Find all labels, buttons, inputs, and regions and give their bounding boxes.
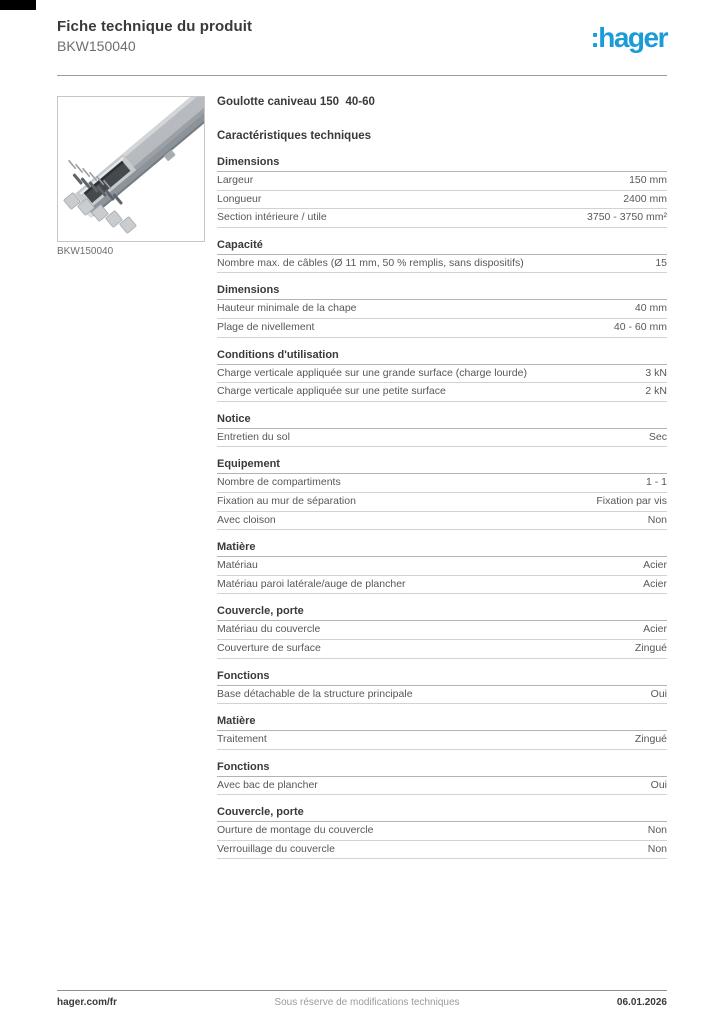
page-title: Fiche technique du produit <box>57 18 253 35</box>
footer-divider <box>57 990 667 991</box>
spec-row-value: Zingué <box>634 641 667 654</box>
spec-row <box>217 209 667 228</box>
spec-group-title: Notice <box>217 411 667 429</box>
spec-row-label: Charge verticale appliquée sur une grande surface (charge lourde) <box>217 366 527 379</box>
spec-row-value: Acier <box>643 577 667 590</box>
spec-row-label: Nombre max. de câbles (Ø 11 mm, 50 % remplis, sans dispositifs) <box>217 256 524 269</box>
spec-row <box>217 557 667 576</box>
spec-row-label: Traitement <box>217 733 267 746</box>
spec-row-value: Non <box>647 842 667 855</box>
spec-row-value: 40 mm <box>634 302 667 315</box>
spec-row <box>217 172 667 191</box>
spec-row <box>217 493 667 512</box>
spec-row <box>217 383 667 402</box>
spec-group-title: Conditions d'utilisation <box>217 347 667 365</box>
spec-row-label: Fixation au mur de séparation <box>217 494 356 507</box>
spec-row <box>217 576 667 595</box>
spec-groups <box>217 154 667 859</box>
spec-row <box>217 319 667 338</box>
spec-row-label: Largeur <box>217 174 254 186</box>
page-footer <box>57 997 667 1008</box>
spec-row-value: 3750 - 3750 mm² <box>587 211 667 224</box>
spec-row-label: Base détachable de la structure principale <box>217 687 413 700</box>
page-header <box>57 18 667 54</box>
spec-row-value: Non <box>647 513 667 526</box>
spec-group-title: Couvercle, porte <box>217 804 667 822</box>
spec-row-label: Entretien du sol <box>217 430 290 443</box>
spec-row <box>217 474 667 493</box>
spec-row-label: Matériau <box>217 559 258 572</box>
product-image-caption: BKW150040 <box>57 246 114 257</box>
spec-row-value: 40 - 60 mm <box>613 320 667 333</box>
spec-row-value: Fixation par vis <box>596 494 667 507</box>
spec-row-value: 3 kN <box>645 366 667 379</box>
spec-row-value: Acier <box>643 623 667 636</box>
footer-disclaimer: Sous réserve de modifications techniques <box>274 997 460 1008</box>
spec-row <box>217 777 667 796</box>
spec-row-label: Plage de nivellement <box>217 320 315 333</box>
spec-row <box>217 365 667 384</box>
spec-row-value: 15 <box>655 256 667 269</box>
hager-logo: :hager <box>590 22 667 53</box>
spec-row-label: Avec bac de plancher <box>217 778 318 791</box>
spec-group <box>217 668 667 705</box>
spec-row-value: 2 kN <box>645 385 667 398</box>
spec-group <box>217 713 667 750</box>
spec-group-title: Dimensions <box>217 154 667 172</box>
spec-group <box>217 347 667 402</box>
spec-row-value: Acier <box>643 559 667 572</box>
floor-trunking-illustration <box>58 97 204 241</box>
spec-row <box>217 841 667 860</box>
scan-artifact <box>0 0 36 10</box>
product-name: Goulotte caniveau 150 40-60 <box>217 96 375 108</box>
spec-row-label: Matériau paroi latérale/auge de plancher <box>217 577 406 590</box>
section-title: Caractéristiques techniques <box>217 130 372 142</box>
product-reference: BKW150040 <box>57 38 136 54</box>
spec-group <box>217 411 667 448</box>
spec-row-label: Couverture de surface <box>217 641 321 654</box>
spec-group <box>217 804 667 859</box>
header-divider <box>57 75 667 76</box>
spec-row-value: 150 mm <box>629 174 667 186</box>
spec-row-value: Zingué <box>634 733 667 746</box>
spec-row-label: Verrouillage du couvercle <box>217 842 335 855</box>
footer-date: 06.01.2026 <box>616 997 667 1008</box>
spec-row-label: Charge verticale appliquée sur une petite surface <box>217 385 446 398</box>
spec-row-value: 2400 mm <box>623 192 667 205</box>
spec-row <box>217 512 667 531</box>
spec-row <box>217 640 667 659</box>
footer-website: hager.com/fr <box>57 997 118 1008</box>
spec-group-title: Fonctions <box>217 759 667 777</box>
spec-row-label: Avec cloison <box>217 513 276 526</box>
spec-group <box>217 456 667 530</box>
spec-row-label: Section intérieure / utile <box>217 211 327 224</box>
spec-group-title: Capacité <box>217 237 667 255</box>
spec-row-label: Longueur <box>217 192 262 205</box>
spec-group-title: Matière <box>217 539 667 557</box>
spec-row-value: Non <box>647 824 667 837</box>
spec-row-label: Matériau du couvercle <box>217 623 321 636</box>
spec-row-label: Hauteur minimale de la chape <box>217 302 357 315</box>
spec-group-title: Matière <box>217 713 667 731</box>
spec-group-title: Equipement <box>217 456 667 474</box>
spec-row-value: Oui <box>650 778 667 791</box>
spec-row <box>217 191 667 210</box>
spec-group-title: Dimensions <box>217 282 667 300</box>
spec-group <box>217 237 667 274</box>
spec-group <box>217 154 667 228</box>
spec-row-value: Sec <box>648 430 667 443</box>
spec-row <box>217 621 667 640</box>
spec-row <box>217 731 667 750</box>
spec-group-title: Couvercle, porte <box>217 603 667 621</box>
spec-group <box>217 282 667 337</box>
product-image <box>57 96 205 242</box>
spec-row-label: Nombre de compartiments <box>217 476 341 489</box>
spec-row <box>217 300 667 319</box>
spec-row-value: 1 - 1 <box>645 476 667 489</box>
spec-row-label: Ourture de montage du couvercle <box>217 824 374 837</box>
spec-group <box>217 603 667 658</box>
spec-row-value: Oui <box>650 687 667 700</box>
spec-row <box>217 686 667 705</box>
spec-group <box>217 759 667 796</box>
spec-row <box>217 429 667 448</box>
spec-group-title: Fonctions <box>217 668 667 686</box>
spec-row <box>217 255 667 274</box>
spec-row <box>217 822 667 841</box>
spec-group <box>217 539 667 594</box>
spec-content <box>217 96 667 868</box>
